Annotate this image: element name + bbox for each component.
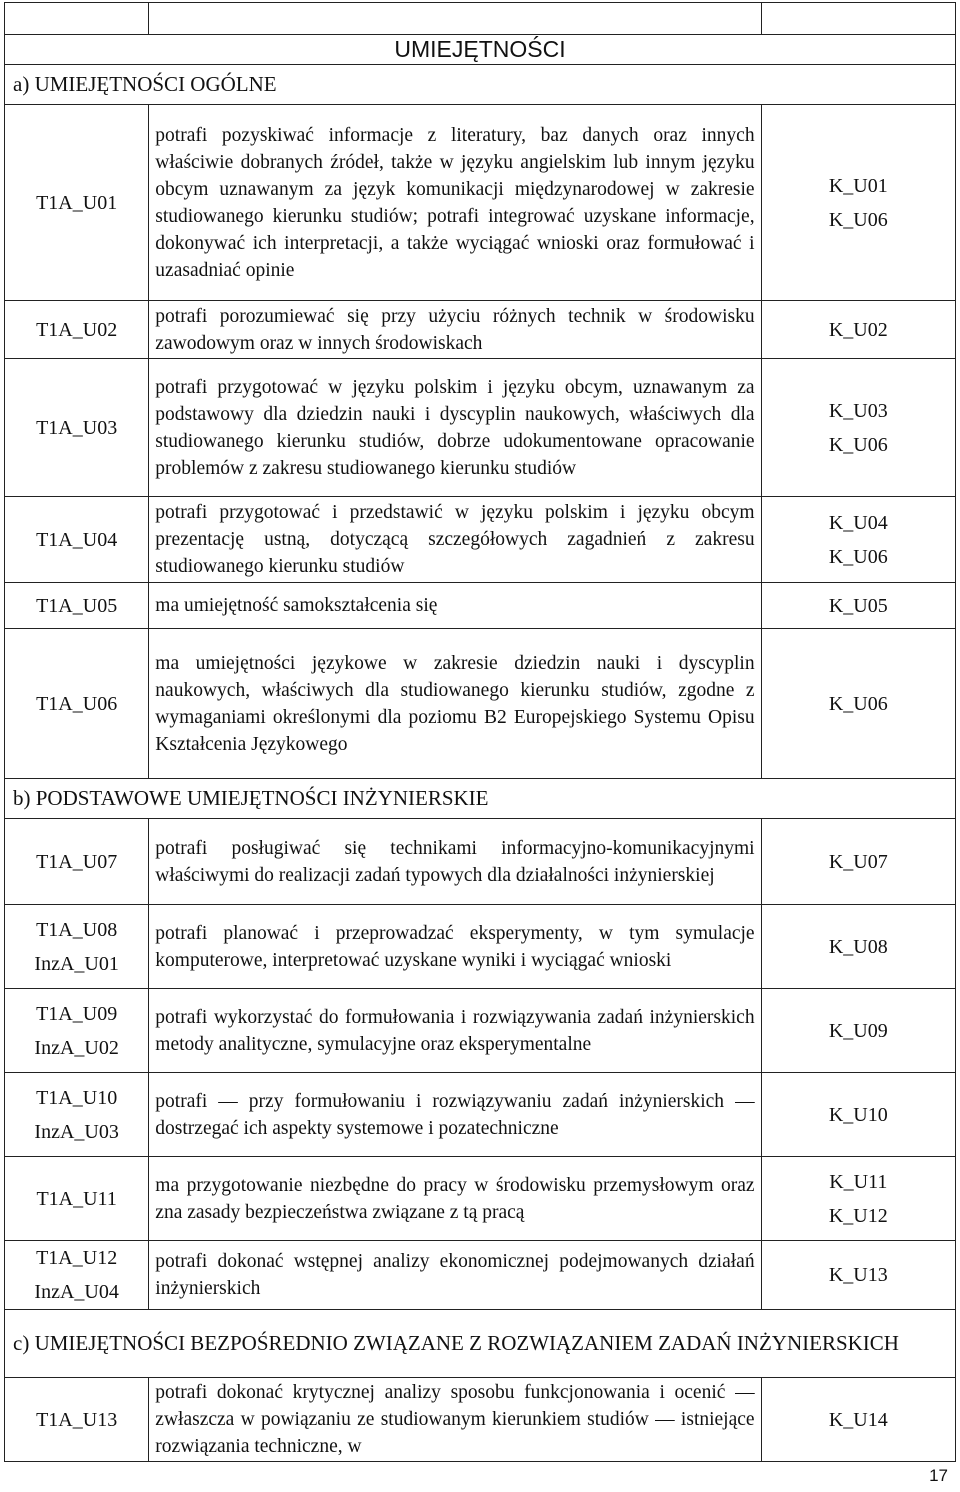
effect-cell [761,1378,955,1462]
header-empty-cell [761,3,955,35]
effect-code: K_U09 [828,1019,888,1042]
description-cell: ma przygotowanie niezbędne do pracy w środowisku przemysłowym oraz zna zasady bezpieczeństwa związane z tą pracą [149,1157,761,1241]
section-heading-a: a) UMIEJĘTNOŚCI OGÓLNE [5,65,956,105]
code-cell [5,819,149,905]
code-cell [5,905,149,989]
table-row [5,105,956,301]
table-row [5,359,956,497]
code: InzA_U01 [34,952,119,975]
code: InzA_U04 [34,1281,119,1303]
effect-code: K_U06 [828,545,888,568]
effect-code: K_U05 [828,594,888,617]
section-heading-c: c) UMIEJĘTNOŚCI BEZPOŚREDNIO ZWIĄZANE Z ROZWIĄZANIEM ZADAŃ INŻYNIERSKICH [5,1310,956,1378]
code-cell [5,989,149,1073]
table-title: UMIEJĘTNOŚCI [5,35,956,65]
code: T1A_U13 [36,1408,118,1431]
description-cell: potrafi dokonać wstępnej analizy ekonomicznej podejmowanych działań inżynierskich [149,1241,761,1310]
table-row [5,1157,956,1241]
description-cell: potrafi przygotować w języku polskim i języku obcym, uznawanym za podstawowy dla dziedzin nauki i dyscyplin naukowych, właściwych dla studiowanego kierunku studiów, dobrze udokumentowane opracowanie problemów z zakresu studiowanego kierunku studiów [149,359,761,497]
table-row [5,629,956,779]
effect-code: K_U07 [828,850,888,873]
effect-cell [761,583,955,629]
learning-outcomes-table [4,2,956,1462]
code: T1A_U05 [36,594,118,617]
description-cell: potrafi planować i przeprowadzać eksperymenty, w tym symulacje komputerowe, interpretować uzyskane wyniki i wyciągać wnioski [149,905,761,989]
header-row [5,3,956,35]
header-empty-cell [149,3,761,35]
code: InzA_U03 [34,1120,119,1143]
code: T1A_U11 [36,1187,117,1210]
code: T1A_U02 [36,318,118,341]
code: T1A_U07 [36,850,118,873]
effect-code: K_U04 [828,511,888,534]
code-cell [5,359,149,497]
effect-code: K_U06 [828,433,888,456]
code: T1A_U10 [36,1086,118,1109]
table-row [5,583,956,629]
effect-code: K_U12 [828,1204,888,1227]
effect-cell [761,1241,955,1310]
description-cell: ma umiejętność samokształcenia się [149,583,761,629]
effect-code: K_U10 [828,1103,888,1126]
effect-code: K_U06 [828,692,888,715]
code-cell [5,1157,149,1241]
code: T1A_U01 [36,191,118,214]
table-row [5,819,956,905]
effect-cell [761,629,955,779]
header-empty-cell [5,3,149,35]
effect-code: K_U08 [828,935,888,958]
section-row [5,65,956,105]
code: T1A_U12 [36,1247,118,1269]
title-row [5,35,956,65]
code: T1A_U03 [36,416,118,439]
code: T1A_U04 [36,528,118,551]
description-cell: potrafi wykorzystać do formułowania i rozwiązywania zadań inżynierskich metody analityczne, symulacyjne oraz eksperymentalne [149,989,761,1073]
code: InzA_U02 [34,1036,119,1059]
description-cell: potrafi — przy formułowaniu i rozwiązywaniu zadań inżynierskich — dostrzegać ich aspekty systemowe i pozatechniczne [149,1073,761,1157]
description-cell: potrafi pozyskiwać informacje z literatury, baz danych oraz innych właściwie dobranych źródeł, także w języku angielskim lub innym języku obcym uznawanym za język komunikacji międzynarodowej w zakresie studiowanego kierunku studiów; potrafi integrować uzyskane informacje, dokonywać ich interpretacji, a także wyciągać wnioski oraz formułować i uzasadniać opinie [149,105,761,301]
description-cell: potrafi posługiwać się technikami informacyjno-komunikacyjnymi właściwymi do realizacji zadań typowych dla działalności inżynierskiej [149,819,761,905]
code-cell [5,1378,149,1462]
effect-cell [761,497,955,583]
effect-code: K_U03 [828,399,888,422]
effect-cell [761,105,955,301]
effect-code: K_U01 [828,174,888,197]
code: T1A_U08 [36,918,118,941]
effect-code: K_U11 [829,1170,888,1193]
code-cell [5,301,149,359]
code: T1A_U09 [36,1002,118,1025]
effect-cell [761,359,955,497]
description-cell: potrafi porozumiewać się przy użyciu różnych technik w środowisku zawodowym oraz w innych środowiskach [149,301,761,359]
effect-code: K_U14 [828,1408,888,1431]
table-row [5,989,956,1073]
code-cell [5,583,149,629]
table-row [5,1241,956,1310]
code-cell [5,1241,149,1310]
code-cell [5,629,149,779]
page-number: 17 [929,1466,948,1485]
effect-code: K_U13 [828,1264,888,1286]
code-cell [5,497,149,583]
description-cell: ma umiejętności językowe w zakresie dziedzin nauki i dyscyplin naukowych, właściwych dla studiowanego kierunku studiów, zgodne z wymaganiami określonymi dla poziomu B2 Europejskiego Systemu Opisu Kształcenia Językowego [149,629,761,779]
table-row [5,301,956,359]
effect-cell [761,301,955,359]
section-row [5,779,956,819]
description-cell: potrafi dokonać krytycznej analizy sposobu funkcjonowania i ocenić — zwłaszcza w powiązaniu ze studiowanym kierunkiem studiów — istniejące rozwiązania techniczne, w [149,1378,761,1462]
description-cell: potrafi przygotować i przedstawić w języku polskim i języku obcym prezentację ustną, dotyczącą szczegółowych zagadnień z zakresu studiowanego kierunku studiów [149,497,761,583]
section-heading-b: b) PODSTAWOWE UMIEJĘTNOŚCI INŻYNIERSKIE [5,779,956,819]
code: T1A_U06 [36,692,118,715]
table-row [5,1073,956,1157]
effect-cell [761,989,955,1073]
section-row [5,1310,956,1378]
effect-code: K_U02 [828,318,888,341]
effect-cell [761,905,955,989]
effect-cell [761,1157,955,1241]
table-row [5,497,956,583]
table-row [5,1378,956,1462]
effect-code: K_U06 [828,208,888,231]
code-cell [5,105,149,301]
effect-cell [761,1073,955,1157]
code-cell [5,1073,149,1157]
effect-cell [761,819,955,905]
table-row [5,905,956,989]
